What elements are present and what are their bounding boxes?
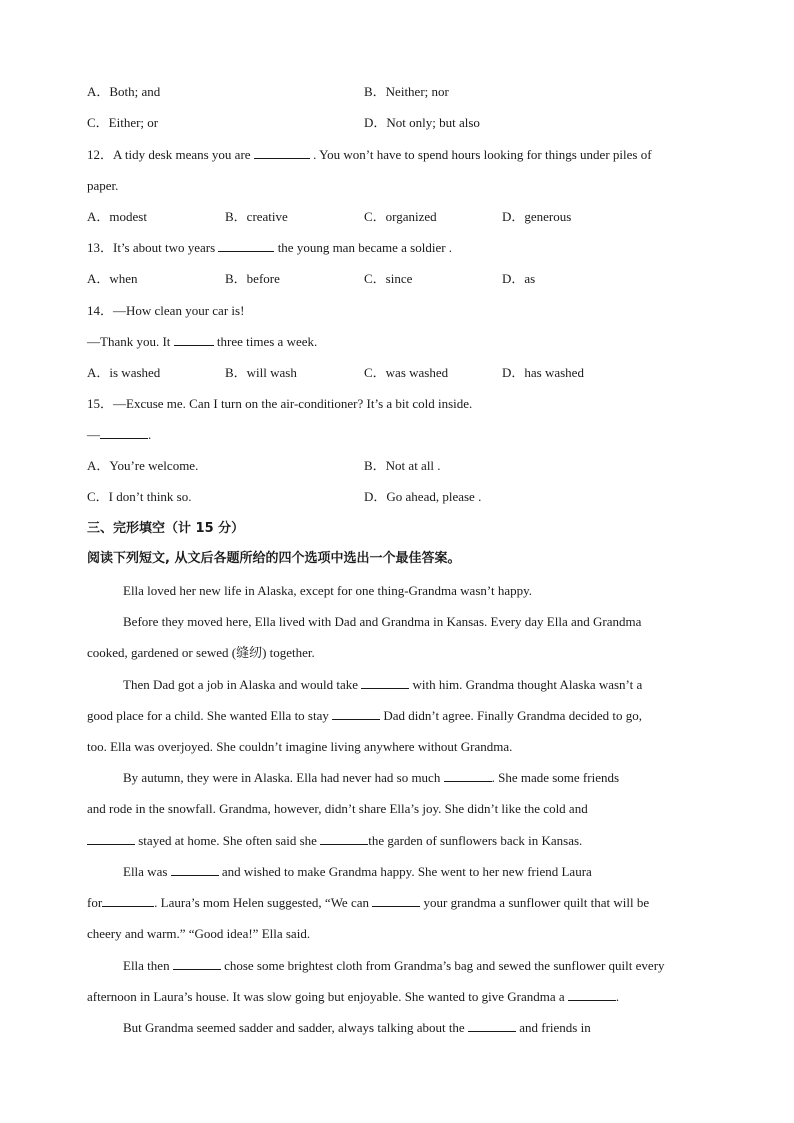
q14-option-c[interactable]: C．was washed (364, 365, 449, 380)
cloze-blank-5 (320, 833, 368, 845)
cloze-blank-8 (372, 895, 420, 907)
passage-paragraph-2-line-1: Before they moved here, Ella lived with Dad and Grandma in Kansas. Every day Ella and Grandma (123, 614, 642, 629)
passage-text: the garden of sunflowers back in Kansas. (368, 833, 583, 848)
q13-blank (218, 240, 274, 252)
q13-option-b[interactable]: B．before (225, 271, 280, 286)
passage-paragraph-5-line-3: cheery and warm.” “Good idea!” Ella said. (87, 926, 311, 941)
q13-stem-before: 13．It’s about two years (87, 240, 216, 255)
passage-text: By autumn, they were in Alaska. Ella had never had so much (123, 770, 441, 785)
passage-paragraph-2-line-2: cooked, gardened or sewed (缝纫) together. (87, 645, 315, 660)
q12-stem-after: . You won’t have to spend hours looking for things under piles of (313, 147, 652, 162)
passage-text: for (87, 895, 103, 910)
q15-reply-before: — (87, 427, 100, 442)
passage-paragraph-7-line-1 (123, 1020, 591, 1036)
q15-option-d[interactable]: D．Go ahead, please . (364, 489, 482, 504)
passage-text: But Grandma seemed sadder and sadder, always talking about the (123, 1020, 465, 1035)
q11-option-c[interactable]: C．Either; or (87, 115, 159, 130)
passage-text: and friends in (519, 1020, 591, 1035)
passage-paragraph-5-line-1 (123, 864, 592, 880)
passage-text: Ella was (123, 864, 168, 879)
q15-option-b[interactable]: B．Not at all . (364, 458, 441, 473)
passage-paragraph-5-line-2 (87, 895, 649, 911)
q14-blank (174, 334, 214, 346)
q14-option-b[interactable]: B．will wash (225, 365, 297, 380)
passage-text: chose some brightest cloth from Grandma’s bag and sewed the sunflower quilt every (224, 958, 665, 973)
q15-stem: 15．—Excuse me. Can I turn on the air-conditioner? It’s a bit cold inside. (87, 396, 473, 411)
cloze-blank-3 (444, 770, 492, 782)
passage-text: and wished to make Grandma happy. She went to her new friend Laura (221, 864, 592, 879)
section-instruction: 阅读下列短文, 从文后各题所给的四个选项中选出一个最佳答案。 (87, 551, 461, 566)
passage-paragraph-4-line-2: and rode in the snowfall. Grandma, however, didn’t share Ella’s joy. She didn’t like the cold and (87, 801, 588, 816)
cloze-blank-10 (568, 989, 616, 1001)
q14-reply-before: —Thank you. It (87, 334, 171, 349)
passage-text: . She made some friends (491, 770, 620, 785)
section-title: 三、完形填空（计 15 分） (87, 521, 245, 536)
passage-text: with him. Grandma thought Alaska wasn’t a (412, 677, 643, 692)
passage-paragraph-4-line-3 (87, 833, 582, 849)
passage-text: Ella then (123, 958, 170, 973)
cloze-blank-4 (87, 833, 135, 845)
passage-paragraph-3-line-1 (123, 677, 642, 693)
q13-option-a[interactable]: A．when (87, 271, 138, 286)
q14-reply-after: three times a week. (216, 334, 318, 349)
cloze-blank-1 (361, 677, 409, 689)
q11-option-b[interactable]: B．Neither; nor (364, 84, 449, 99)
q12-option-d[interactable]: D．generous (502, 209, 572, 224)
passage-paragraph-3-line-3: too. Ella was overjoyed. She couldn’t imagine living anywhere without Grandma. (87, 739, 513, 754)
passage-text: good place for a child. She wanted Ella to stay (87, 708, 329, 723)
q12-blank (254, 147, 310, 159)
passage-text: afternoon in Laura’s house. It was slow going but enjoyable. She wanted to give Grandma a (87, 989, 565, 1004)
q15-option-c[interactable]: C．I don’t think so. (87, 489, 192, 504)
passage-paragraph-6-line-2 (87, 989, 619, 1005)
cloze-blank-9 (173, 958, 221, 970)
passage-text: stayed at home. She often said she (138, 833, 317, 848)
q13-option-d[interactable]: D．as (502, 271, 536, 286)
cloze-blank-6 (171, 864, 219, 876)
q12-stem-line2: paper. (87, 178, 119, 193)
cloze-blank-11 (468, 1020, 516, 1032)
passage-text: . (615, 989, 620, 1004)
q14-option-d[interactable]: D．has washed (502, 365, 584, 380)
q13-stem (87, 240, 452, 256)
q11-option-d[interactable]: D．Not only; but also (364, 115, 480, 130)
cloze-blank-7 (102, 895, 154, 907)
q13-option-c[interactable]: C．since (364, 271, 413, 286)
passage-paragraph-3-line-2 (87, 708, 642, 724)
cloze-blank-2 (332, 708, 380, 720)
passage-paragraph-1: Ella loved her new life in Alaska, except for one thing-Grandma wasn’t happy. (123, 583, 533, 598)
q15-blank (100, 427, 148, 439)
q15-reply-after: . (148, 427, 152, 442)
passage-text: Then Dad got a job in Alaska and would take (123, 677, 359, 692)
passage-text: . Laura’s mom Helen suggested, “We can (154, 895, 369, 910)
q14-stem: 14．—How clean your car is! (87, 303, 245, 318)
passage-text: your grandma a sunflower quilt that will be (423, 895, 650, 910)
q12-stem (87, 147, 652, 163)
passage-text: Dad didn’t agree. Finally Grandma decided to go, (383, 708, 642, 723)
passage-paragraph-4-line-1 (123, 770, 619, 786)
q14-reply (87, 334, 317, 350)
passage-paragraph-6-line-1 (123, 958, 665, 974)
q15-reply (87, 427, 151, 443)
q11-option-a[interactable]: A．Both; and (87, 84, 161, 99)
q12-option-b[interactable]: B．creative (225, 209, 288, 224)
q12-stem-before: 12．A tidy desk means you are (87, 147, 251, 162)
q14-option-a[interactable]: A．is washed (87, 365, 161, 380)
q13-stem-after: the young man became a soldier . (277, 240, 453, 255)
q15-option-a[interactable]: A．You’re welcome. (87, 458, 199, 473)
q12-option-a[interactable]: A．modest (87, 209, 147, 224)
q12-option-c[interactable]: C．organized (364, 209, 437, 224)
